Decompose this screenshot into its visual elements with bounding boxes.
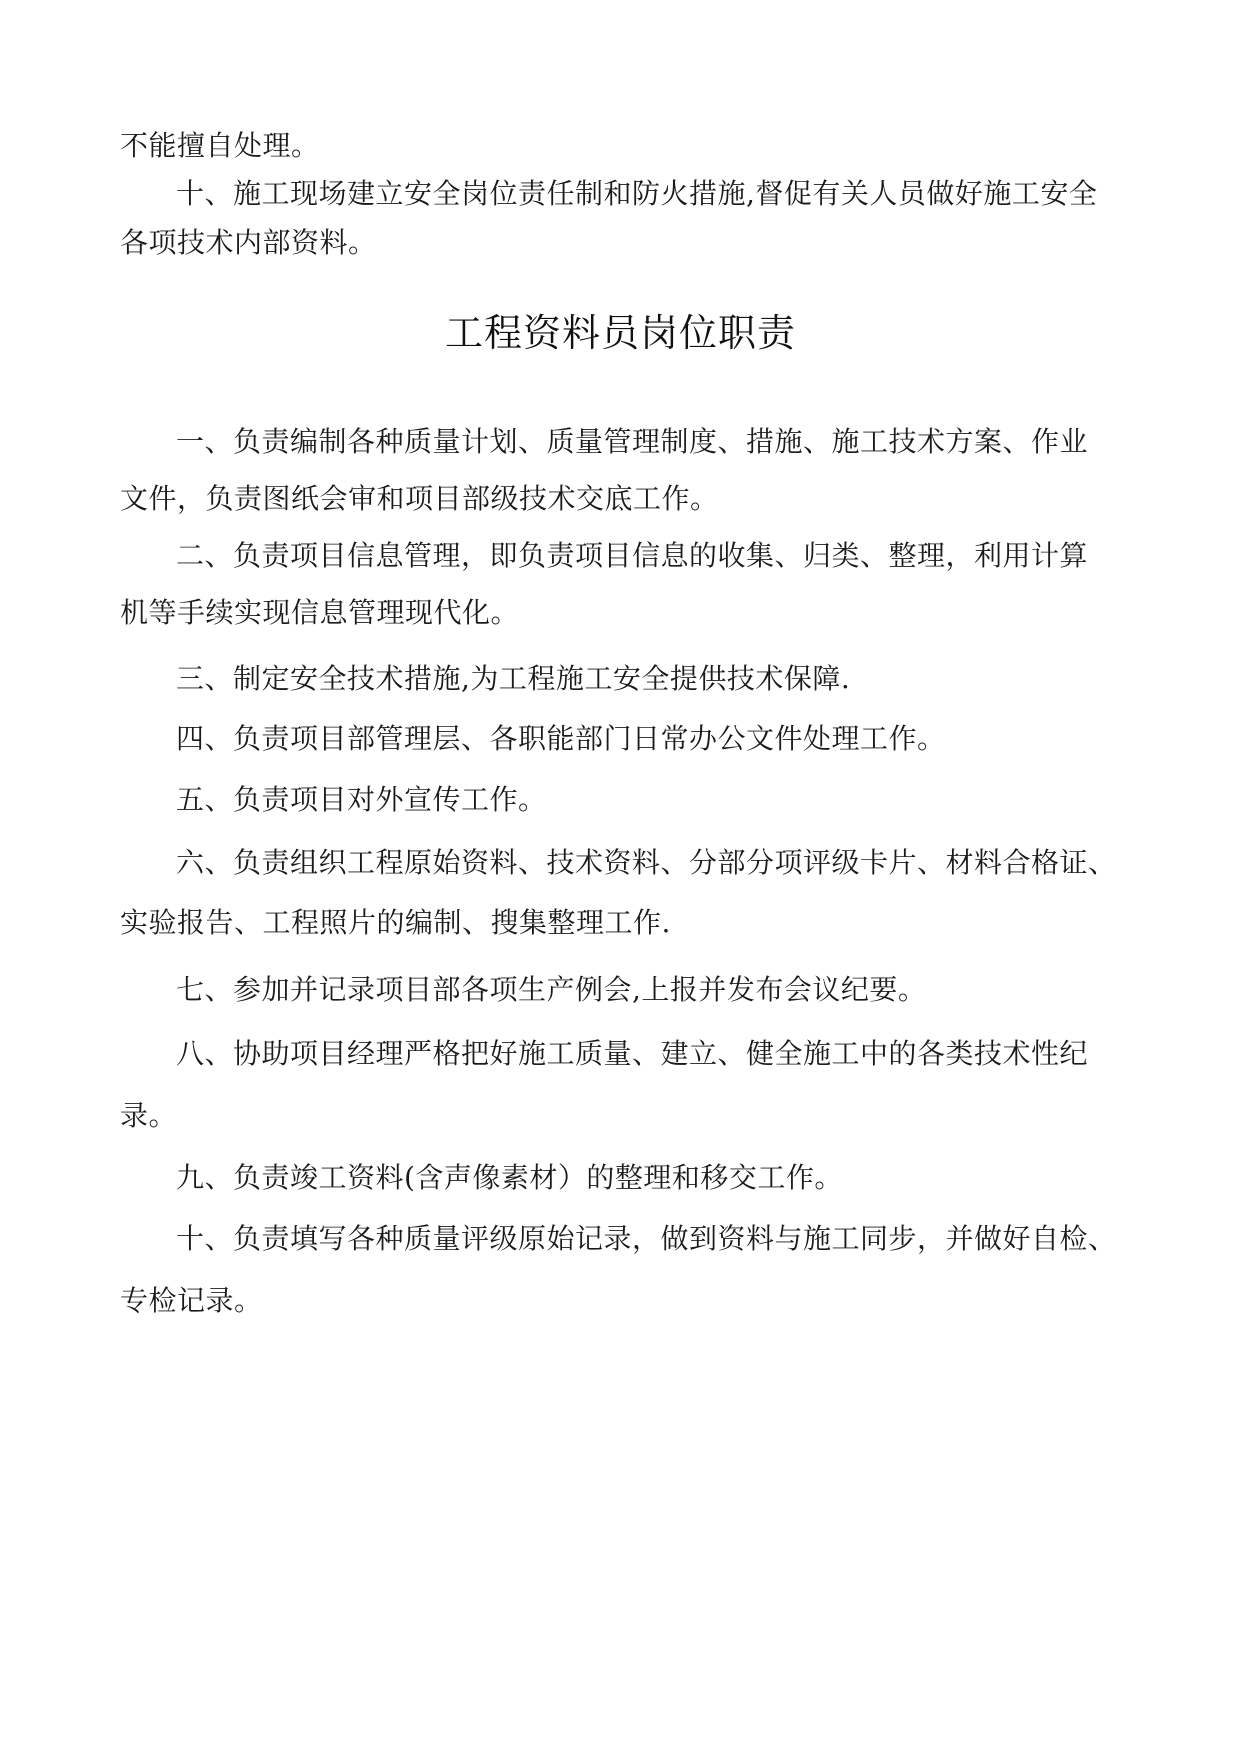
- paragraph-line: 六、负责组织工程原始资料、技术资料、分部分项评级卡片、材料合格证、: [176, 846, 1117, 879]
- duty-item-6: [120, 843, 1128, 943]
- paragraph-line: 专检记录。: [120, 1284, 263, 1317]
- paragraph-line: 不能擅自处理。: [120, 129, 320, 162]
- duty-item-7: [120, 970, 1128, 1010]
- paragraph-line: 四、负责项目部管理层、各职能部门日常办公文件处理工作。: [176, 722, 946, 755]
- page-title: 工程资料员岗位职责: [444, 311, 796, 355]
- paragraph-line: 七、参加并记录项目部各项生产例会,上报并发布会议纪要。: [176, 973, 927, 1006]
- duty-item-4: [120, 719, 1128, 759]
- paragraph-line: 三、制定安全技术措施,为工程施工安全提供技术保障.: [176, 662, 851, 695]
- paragraph-line: 十、施工现场建立安全岗位责任制和防火措施,督促有关人员做好施工安全: [176, 177, 1098, 210]
- paragraph-line: 文件，负责图纸会审和项目部级技术交底工作。: [120, 482, 719, 515]
- prev-section-item-10: [120, 174, 1128, 263]
- duty-item-8: [120, 1034, 1128, 1136]
- duty-item-2: [120, 536, 1128, 633]
- paragraph-line: 录。: [120, 1099, 178, 1132]
- paragraph-line: 实验报告、工程照片的编制、搜集整理工作.: [120, 906, 671, 939]
- duty-item-9: [120, 1158, 1128, 1198]
- paragraph-line: 八、协助项目经理严格把好施工质量、建立、健全施工中的各类技术性纪: [176, 1037, 1089, 1070]
- duty-item-5: [120, 780, 1128, 820]
- duty-item-1: [120, 422, 1128, 519]
- paragraph-line: 九、负责竣工资料(含声像素材）的整理和移交工作。: [176, 1161, 843, 1194]
- paragraph-line: 各项技术内部资料。: [120, 226, 377, 259]
- paragraph-line: 五、负责项目对外宣传工作。: [176, 783, 547, 816]
- paragraph-line: 一、负责编制各种质量计划、质量管理制度、措施、施工技术方案、作业: [176, 425, 1089, 458]
- prev-section-tail: [120, 126, 1128, 166]
- paragraph-line: 机等手续实现信息管理现代化。: [120, 596, 520, 629]
- paragraph-line: 十、负责填写各种质量评级原始记录，做到资料与施工同步，并做好自检、: [176, 1222, 1117, 1255]
- paragraph-line: 二、负责项目信息管理，即负责项目信息的收集、归类、整理，利用计算: [176, 539, 1089, 572]
- duty-item-10: [120, 1219, 1128, 1321]
- duty-item-3: [120, 659, 1128, 699]
